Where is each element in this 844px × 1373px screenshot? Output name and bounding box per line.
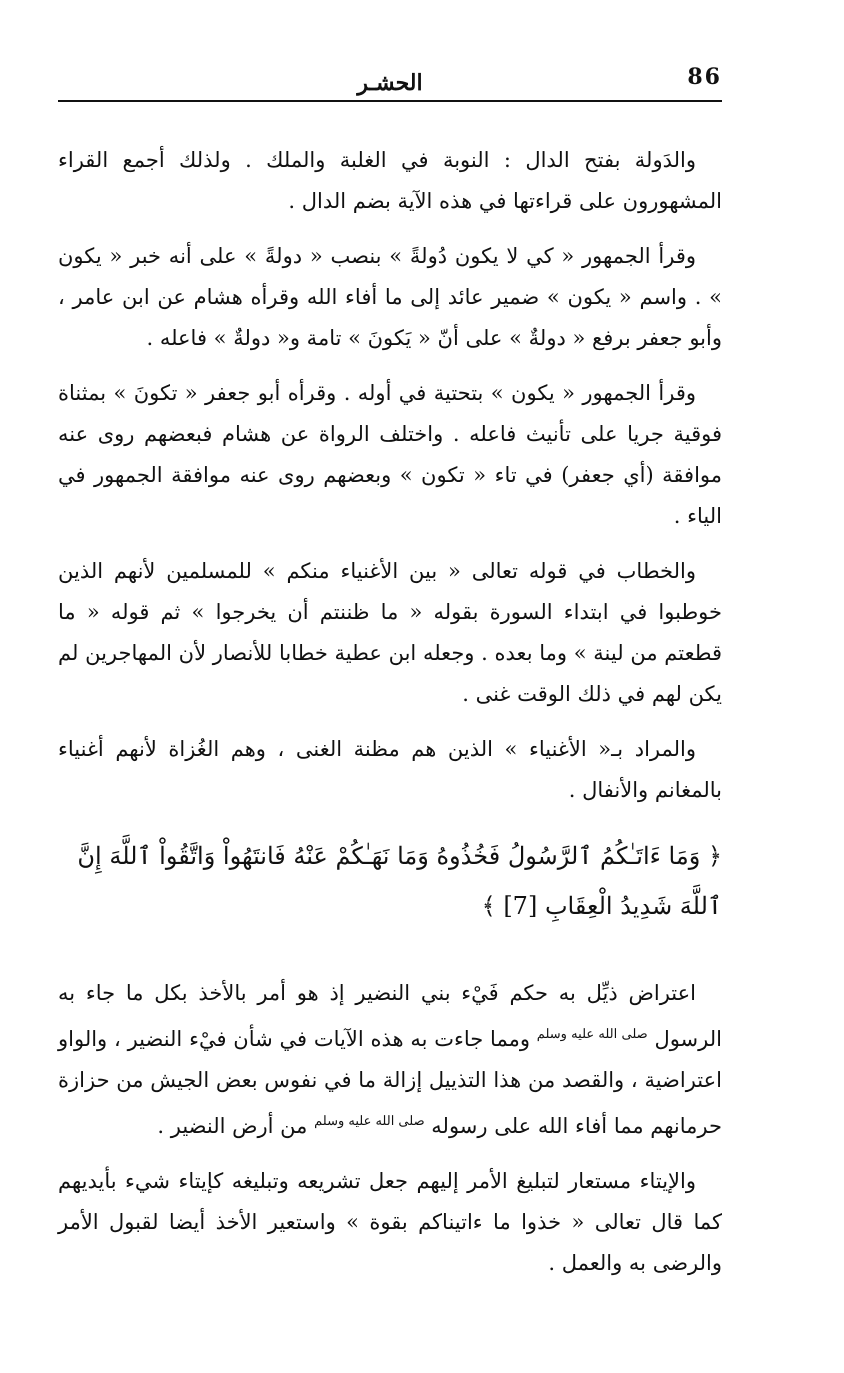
paragraph-itirad-part-2: ومما جاءت به هذه الآيات في شأن فيْء النضير ، والواو اعتراضية ، والقصد من هذا التذييل إزالة ما في نفوس بعض الجيش من حزازة حرمانهم مما أفاء الله على رسوله bbox=[58, 1027, 722, 1138]
verse-number: [7] bbox=[503, 892, 538, 920]
running-title: الحشـر bbox=[357, 70, 423, 96]
paragraph-khitab: والخطاب في قوله تعالى « بين الأغنياء منكم » للمسلمين لأنهم الذين خوطبوا في ابتداء السورة بقوله « ما ظننتم أن يخرجوا » ثم قوله « ما قطعتم من لينة » وما بعده . وجعله ابن عطية خطابا للأنصار لأن المهاجرين لم يكن لهم في ذلك الوقت غنى . bbox=[58, 559, 722, 706]
honorific-salawat-2: صلى الله عليه وسلم bbox=[314, 1114, 425, 1129]
paragraph-itirad bbox=[58, 973, 722, 1147]
honorific-salawat: صلى الله عليه وسلم bbox=[536, 1027, 648, 1042]
paragraph-yakun-reading: وقرأ الجمهور « يكون » بتحتية في أوله . وقرأه أبو جعفر « تكونَ » بمثناة فوقية جريا على تأنيث فاعله . واختلف الرواة عن هشام فبعضهم روى عنه موافقة (أي جعفر) في تاء « تكون » وبعضهم روى عنه موافقة الجمهور في الياء . bbox=[58, 381, 722, 528]
verse-close-bracket: ﴾ bbox=[481, 892, 496, 920]
page-number: 86 bbox=[687, 64, 722, 90]
paragraph-itirad-part-1: اعتراض ذيِّل به حكم فَيْء بني النضير إذ هو أمر بالأخذ بكل ما جاء به الرسول bbox=[58, 981, 722, 1051]
paragraph-jumhur-reading: وقرأ الجمهور « كي لا يكون دُولةً » بنصب « دولةً » على أنه خبر « يكون » . واسم « يكون » ضمير عائد إلى ما أفاء الله وقرأه هشام عن ابن عامر ، وأبو جعفر برفع « دولةٌ » على أنّ « يَكونَ » تامة و« دولةٌ » فاعله . bbox=[58, 244, 722, 350]
verse-open-bracket: ﴿ bbox=[707, 842, 722, 870]
paragraph-itaa: والإيتاء مستعار لتبليغ الأمر إليهم جعل تشريعه وتبليغه كإيتاء شيء بأيديهم كما قال تعالى « خذوا ما ءاتيناكم بقوة » واستعير الأخذ أيضا لقبول الأمر والرضى به والعمل . bbox=[58, 1169, 722, 1275]
paragraph-dawla-definition: والدَولة بفتح الدال : النوبة في الغلبة والملك . ولذلك أجمع القراء المشهورون على قراءتها في هذه الآية بضم الدال . bbox=[58, 148, 722, 213]
paragraph-itirad-part-3: من أرض النضير . bbox=[157, 1114, 308, 1138]
quran-verse bbox=[58, 831, 722, 931]
body-text bbox=[58, 140, 722, 1298]
verse-text: وَمَا ءَاتَـٰكُمُ ٱلرَّسُولُ فَخُذُوهُ وَمَا نَهَـٰكُمْ عَنْهُ فَانتَهُواْ وَاتَّقُواْ ٱللَّهَ إِنَّ ٱللَّهَ شَدِيدُ الْعِقَابِ bbox=[77, 842, 722, 920]
paragraph-aghniya: والمراد بـ« الأغنياء » الذين هم مظنة الغنى ، وهم الغُزاة لأنهم أغنياء بالمغانم والأنفال . bbox=[58, 737, 722, 802]
page-header bbox=[58, 56, 722, 100]
header-rule bbox=[58, 100, 722, 102]
